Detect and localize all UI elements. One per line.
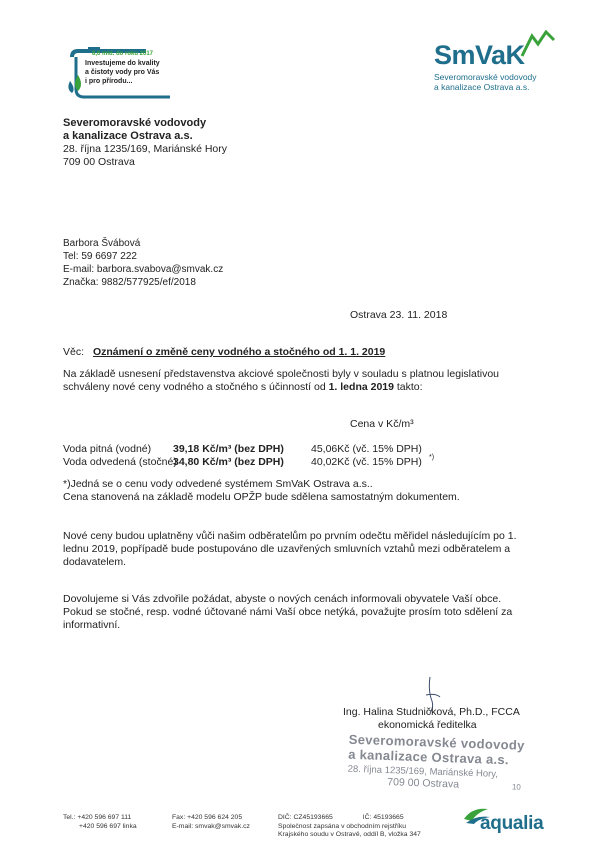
footnote-line-2: Cena stanovená na základě modelu OPŽP bude sdělena samostatným dokumentem. (63, 491, 460, 503)
paragraph-intro (63, 368, 523, 394)
paragraph-intro-date: 1. ledna 2019 (328, 381, 394, 393)
footer-email: E-mail: smvak@smvak.cz (172, 822, 250, 830)
company-stamp (347, 732, 539, 794)
smvak-logo-word: SmVaK (434, 40, 525, 70)
price-row-gross: 45,06Kč (vč. 15% DPH) (311, 443, 422, 455)
stamp-number: 10 (511, 782, 521, 792)
subject-line (63, 346, 385, 358)
badge-line-3: a čistoty vody pro Vás (85, 69, 160, 76)
badge-line-4: i pro přírodu... (85, 78, 133, 85)
price-row-net: 34,80 Kč/m³ (bez DPH) (173, 456, 284, 468)
footnote-block (63, 478, 523, 504)
subject-text: Oznámení o změně ceny vodného a stočného od 1. 1. 2019 (92, 346, 386, 358)
letter-date: Ostrava 23. 11. 2018 (350, 309, 448, 321)
paragraph-application: Nové ceny budou uplatněny vůči našim odběratelům po prvním odečtu měřidel následujícím po 1. lednu 2019, popřípadě bude postupováno dle uzavřených smluvních vztahů mezi odběratelem a dodavatelem. (63, 530, 517, 568)
footer-phone-1: Tel.: +420 596 697 111 (63, 814, 132, 821)
sender-address-line-1: 28. října 1235/169, Mariánské Hory (63, 143, 228, 155)
paragraph-intro-c: takto: (393, 381, 423, 393)
sender-name-line-1: Severomoravské vodovody (63, 117, 207, 129)
price-row-label: Voda pitná (vodné) (63, 443, 152, 455)
sender-name-line-2: a kanalizace Ostrava a.s. (63, 130, 193, 142)
contact-phone: Tel: 59 6697 222 (63, 251, 137, 262)
paragraph-request: Dovolujeme si Vás zdvořile požádat, abyste o nových cenách informovali obyvatele Vaší obce. Pokud se stočné, resp. vodné účtované námi Vaší obce netýká, považujte prosím toto sdělení za informativní. (63, 593, 513, 631)
contact-name: Barbora Švábová (63, 238, 141, 249)
footnote-line-1: *)Jedná se o cenu vody odvedené systémem SmVaK Ostrava a.s.. (63, 478, 373, 490)
sender-address-line-2: 709 00 Ostrava (63, 156, 135, 168)
badge-line-2: Investujeme do kvality (85, 60, 160, 67)
smvak-logo-sub2: a kanalizace Ostrava a.s. (434, 82, 530, 92)
price-row-label: Voda odvedená (stočné) (63, 456, 177, 468)
stamp-line-1: Severomoravské vodovody (348, 731, 525, 753)
contact-reference: Značka: 9882/577925/ef/2018 (63, 277, 196, 288)
footer-dic: DIČ: CZ45193665 (278, 814, 333, 821)
footer-registry-1: Společnost zapsána v obchodním rejstříku (278, 822, 407, 830)
stamp-line-4-text: 709 00 Ostrava (387, 776, 460, 791)
stamp-line-2: a kanalizace Ostrava a.s. (347, 746, 510, 768)
aqualia-logo-word: aqualia (480, 813, 544, 834)
price-row-gross: 40,02Kč (vč. 15% DPH) (311, 456, 422, 468)
signatory-name: Ing. Halina Studničková, Ph.D., FCCA (343, 706, 520, 718)
price-row-mark: *) (429, 454, 435, 461)
footer-fax: Fax: +420 596 624 205 (172, 814, 243, 821)
contact-email: E-mail: barbora.svabova@smvak.cz (63, 264, 224, 275)
footer-registry (278, 814, 421, 840)
footer-phone (63, 814, 137, 831)
footer-ic: IČ: 45193665 (362, 814, 404, 821)
price-row-net: 39,18 Kč/m³ (bez DPH) (173, 443, 284, 455)
footer-registry-2: Krajského soudu v Ostravě, oddíl B, vložka 347 (278, 831, 421, 838)
smvak-logo-sub1: Severomoravské vodovody (434, 72, 537, 82)
price-header: Cena v Kč/m³ (350, 418, 414, 430)
signatory-role: ekonomická ředitelka (378, 719, 477, 731)
paragraph-intro-a: Na základě usnesení představenstva akciové společnosti byly v souladu s platnou legislativou schváleny nové ceny vodného a stočného s účinností od (63, 368, 500, 393)
stamp-line-3: 28. října 1235/169, Mariánské Hory, (347, 763, 499, 780)
badge-line-1: 8,6 mld. do roku 2017 (92, 51, 154, 57)
footer-fax-email (172, 814, 250, 831)
contact-block (63, 237, 223, 289)
subject-label: Věc: (63, 346, 85, 358)
footer-phone-2: +420 596 697 linka (79, 822, 137, 830)
